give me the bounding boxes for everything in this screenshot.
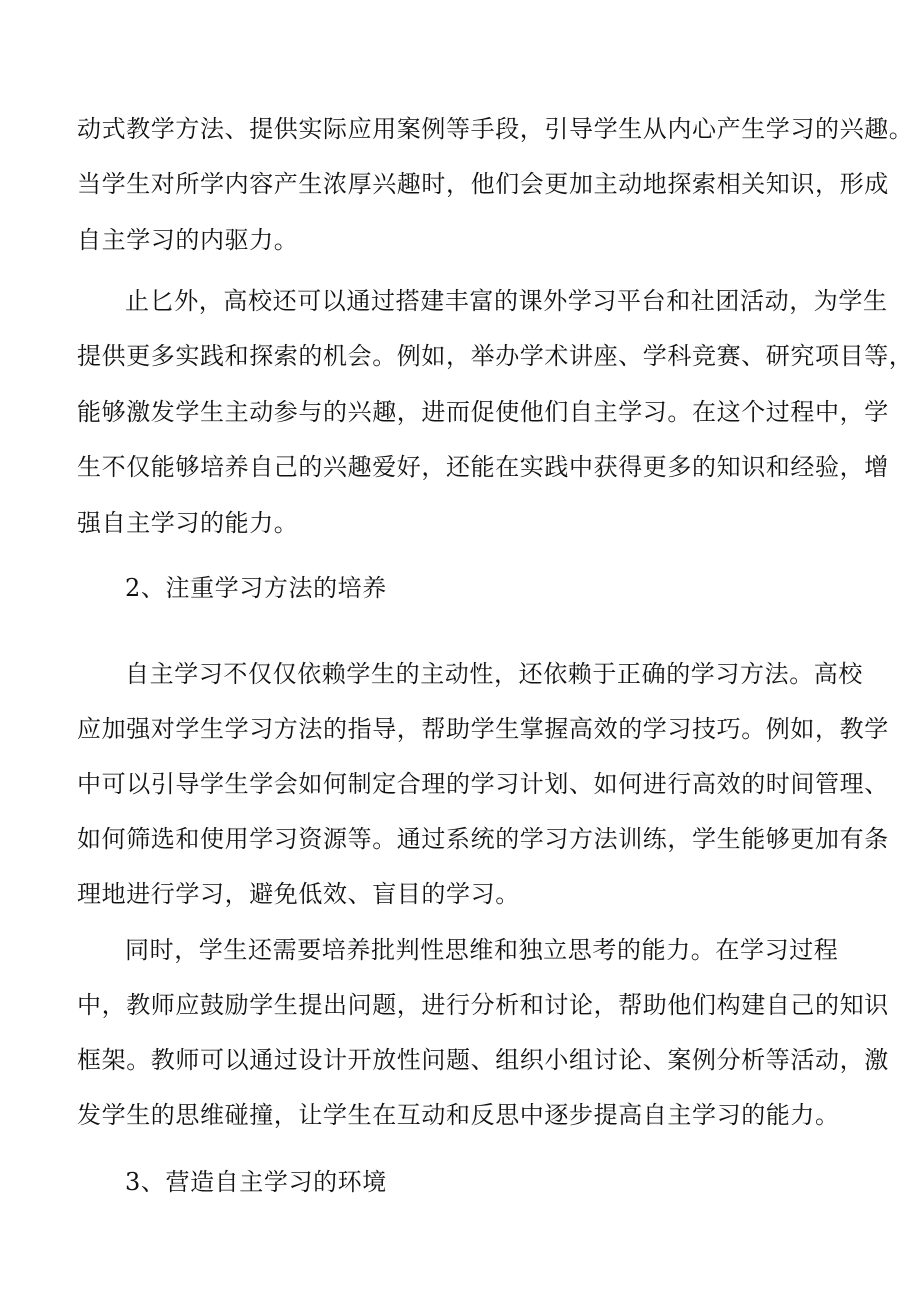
- paragraph-3-line-5: 理地进行学习，避免低效、盲目的学习。: [77, 880, 520, 908]
- paragraph-2-line-5: 强自主学习的能力。: [77, 509, 299, 537]
- paragraph-1-line-2: 当学生对所学内容产生浓厚兴趣时，他们会更加主动地探索相关知识，形成: [77, 170, 889, 198]
- paragraph-4-line-3: 框架。教师可以通过设计开放性问题、组织小组讨论、案例分析等活动，激: [77, 1046, 889, 1074]
- section-heading-2: 2、注重学习方法的培养: [125, 574, 387, 602]
- paragraph-2-line-4: 生不仅能够培养自己的兴趣爱好，还能在实践中获得更多的知识和经验，增: [77, 453, 889, 481]
- paragraph-3-line-3: 中可以引导学生学会如何制定合理的学习计划、如何进行高效的时间管理、: [77, 770, 889, 798]
- paragraph-3-line-4: 如何筛选和使用学习资源等。通过系统的学习方法训练，学生能够更加有条: [77, 825, 889, 853]
- paragraph-1-line-3: 自主学习的内驱力。: [77, 226, 299, 254]
- paragraph-2-line-2: 提供更多实践和探索的机会。例如，举办学术讲座、学科竞赛、研究项目等，: [77, 342, 914, 370]
- paragraph-2-line-1: 止匕外，高校还可以通过搭建丰富的课外学习平台和社团活动，为学生: [125, 287, 888, 315]
- paragraph-4-line-1: 同时，学生还需要培养批判性思维和独立思考的能力。在学习过程: [125, 936, 839, 964]
- section-heading-3: 3、营造自主学习的环境: [125, 1168, 387, 1196]
- paragraph-3-line-1: 自主学习不仅仅依赖学生的主动性，还依赖于正确的学习方法。高校: [125, 660, 863, 688]
- paragraph-3-line-2: 应加强对学生学习方法的指导，帮助学生掌握高效的学习技巧。例如，教学: [77, 715, 889, 743]
- paragraph-2-line-3: 能够激发学生主动参与的兴趣，进而促使他们自主学习。在这个过程中，学: [77, 398, 889, 426]
- paragraph-1-line-1: 动式教学方法、提供实际应用案例等手段，引导学生从内心产生学习的兴趣。: [77, 115, 914, 143]
- paragraph-4-line-2: 中，教师应鼓励学生提出问题，进行分析和讨论，帮助他们构建自己的知识: [77, 991, 889, 1019]
- paragraph-4-line-4: 发学生的思维碰撞，让学生在互动和反思中逐步提高自主学习的能力。: [77, 1101, 840, 1129]
